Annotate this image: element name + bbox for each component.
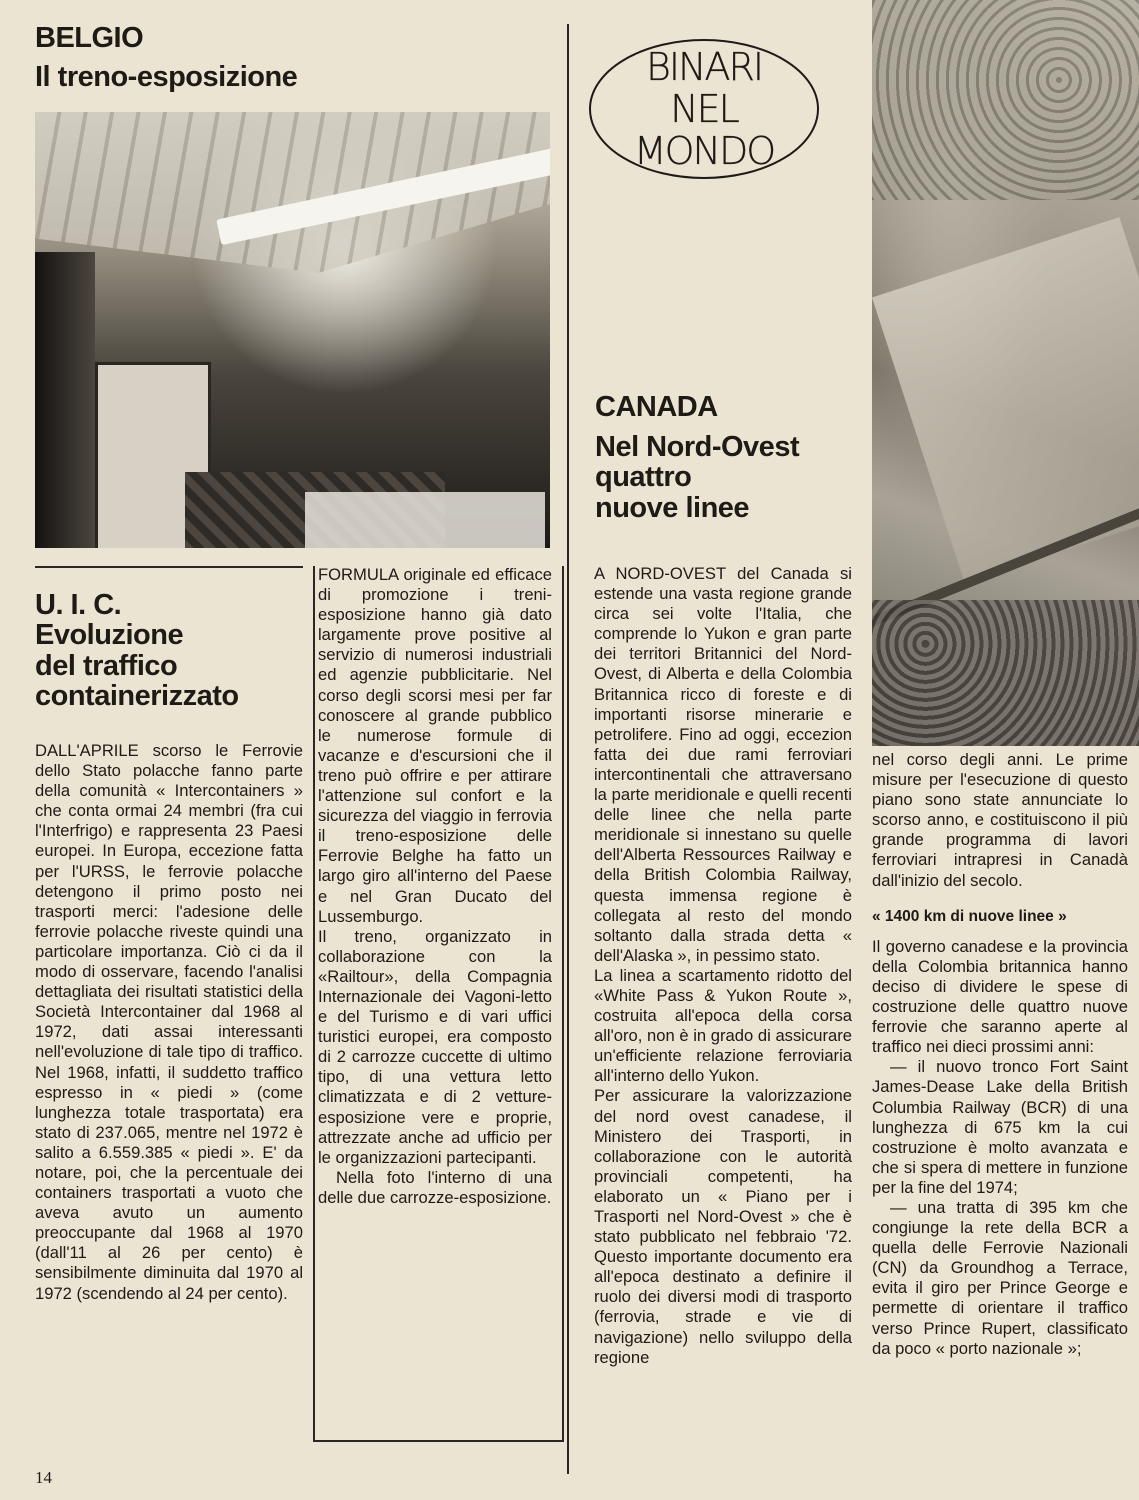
canada-paragraph: Per assicurare la valorizzazione del nord ovest canadese, il Ministero dei Trasporti, in collaborazione con le autorità provinciali competenti, ha elaborato un « Piano per i Trasporti nel Nord-Ovest » che è stato pubblicato nel febbraio '72. Questo importante documento era all'epoca destinato a definire il ruolo dei diversi modi di trasporto (ferrovia, strade e vie di navigazione) nello sviluppo della regione xyxy=(594,1086,852,1367)
uic-title-line3: del traffico xyxy=(35,649,178,682)
canada-title-line2: quattro xyxy=(595,461,692,494)
canada-title-line3: nuove linee xyxy=(595,491,750,524)
canada-subhead: « 1400 km di nuove linee » xyxy=(872,907,1067,925)
uic-body xyxy=(35,741,303,1304)
formula-paragraph: FORMULA originale ed efficace di promozione i treni-esposizione hanno già dato largamente prove positive al servizio di numerosi industriali ed agenzie pubblicitarie. Nel corso degli scorsi mesi per far conoscere al grande pubblico le numerose formule di vacanze e d'escursioni che il treno può offrire e per attirare l'attenzione sul confort e la sicurezza del viaggio in ferrovia il treno-esposizione delle Ferrovie Belghe ha fatto un largo giro all'interno del Paese e nel Gran Ducato del Lussemburgo. xyxy=(318,565,552,926)
canada-title xyxy=(595,432,865,523)
belgio-country-heading: BELGIO xyxy=(35,22,144,54)
logo-word-nel: NEL xyxy=(670,87,738,131)
canada-country-heading: CANADA xyxy=(595,391,718,423)
boxed-article-left-rule xyxy=(313,566,315,1442)
canada-sub-paragraph: Il governo canadese e la provincia della Colombia britannica hanno deciso di dividere le spese di costruzione delle quattro nuove ferrovie che saranno aperte al traffico nei dieci prossimi anni: xyxy=(872,936,1128,1057)
formula-body xyxy=(318,565,552,1208)
uic-title-line4: containerizzato xyxy=(35,680,239,713)
canada-continuation xyxy=(872,750,1128,1359)
canada-continuation-paragraph: nel corso degli anni. Le prime misure per l'esecuzione di questo piano sono state annunciate lo scorso anno, e costituiscono il più grande programma di lavori ferroviari intrapresi in Canadà dall'inizio del secolo. xyxy=(872,750,1128,890)
canada-paragraph: La linea a scartamento ridotto del «White Pass & Yukon Route », costruita all'epoca della corsa all'oro, non è in grado di assicurare un'efficiente relazione ferroviaria all'interno dello Yukon. xyxy=(594,965,852,1086)
canada-railway-photo xyxy=(872,0,1139,746)
canada-paragraph: A NORD-OVEST del Canada si estende una vasta regione grande circa sei volte l'Italia, che comprende lo Yukon e gran parte dei territori Britannici del Nord-Ovest, di Alberta e della Colombia Britannica ricco di foreste e di importanti risorse minerarie e petrolifere. Fino ad oggi, eccezion fatta dei due rami ferroviari intercontinentali che attraversano la parte meridionale e quelli recenti delle linee che nella parte meridionale si innestano su quelle dell'Alberta Ressources Railway e della British Colombia Railway, questa immensa regione è collegata al resto del mondo soltanto dalla strada detta « dell'Alaska », in pessimo stato. xyxy=(594,564,852,965)
canada-sub-paragraph: — una tratta di 395 km che congiunge la rete della BCR a quella delle Ferrovie Nazionali (CN) da Groundhog a Terrace, evita il giro per Prince George e permette di orientare il traffico verso Prince Rupert, classificato da poco « porto nazionale »; xyxy=(872,1197,1128,1358)
uic-title-line1: U. I. C. xyxy=(35,589,122,621)
uic-paragraph: DALL'APRILE scorso le Ferrovie dello Stato polacche fanno parte della comunità « Intercontainers » che conta ormai 24 membri (fra cui l'Interfrigo) e rappresenta 23 Paesi europei. In Europa, eccezione fatta per l'URSS, le ferrovie polacche detengono il primo posto nei trasporti merci: l'adesione delle ferrovie polacche riveste quindi una particolare importanza. Ciò ci da il modo di osservare, facendo l'analisi dettagliata dei risultati statistici della Società Intercontainer dal 1968 al 1972, dati assai interessanti nell'evoluzione di tale tipo di traffico. Nel 1968, infatti, il suddetto traffico espresso in « piedi » (come lunghezza totale trasportata) era stato di 237.065, mentre nel 1972 è salito a 6.559.385 « piedi ». E' da notare, poi, che la percentuale dei containers trasportati a vuoto che aveva avuto un aumento preoccupante dal 1968 al 1970 (dall'11 al 26 per cento) è sensibilmente diminuita dal 1970 al 1972 (scendendo al 24 per cento). xyxy=(35,741,303,1303)
train-exhibition-photo xyxy=(35,112,550,548)
uic-title-line2: Evoluzione xyxy=(35,619,184,652)
uic-title xyxy=(35,590,303,712)
canada-title-line1: Nel Nord-Ovest xyxy=(595,431,800,463)
formula-paragraph: Il treno, organizzato in collaborazione con la «Railtour», della Compagnia Internazionale dei Vagoni-letto e del Turismo e di vari uffici turistici europei, era composto di 2 carrozze cuccette di ultimo tipo, di una vettura letto climatizzata e di 2 vetture-esposizione vere e proprie, attrezzate anche ad ufficio per le organizzazioni partecipanti. xyxy=(318,926,552,1167)
page-number: 14 xyxy=(35,1468,52,1487)
boxed-article-bottom-rule xyxy=(313,1440,564,1442)
canada-body xyxy=(594,564,852,1368)
logo-word-mondo: MONDO xyxy=(633,129,775,173)
uic-top-rule xyxy=(35,566,303,568)
canada-sub-paragraph: — il nuovo tronco Fort Saint James-Dease Lake della British Columbia Railway (BCR) di una lunghezza di 675 km la cui costruzione è molto avanzata e che si spera di mettere in funzione per la fine del 1974; xyxy=(872,1057,1128,1197)
belgio-subtitle: Il treno-esposizione xyxy=(35,61,298,93)
boxed-article-right-rule xyxy=(562,566,564,1442)
binari-nel-mondo-logo xyxy=(588,38,820,180)
logo-word-binari: BINARI xyxy=(645,45,763,89)
formula-photo-caption: Nella foto l'interno di una delle due carrozze-esposizione. xyxy=(318,1167,552,1207)
column-divider-right xyxy=(567,24,569,1474)
